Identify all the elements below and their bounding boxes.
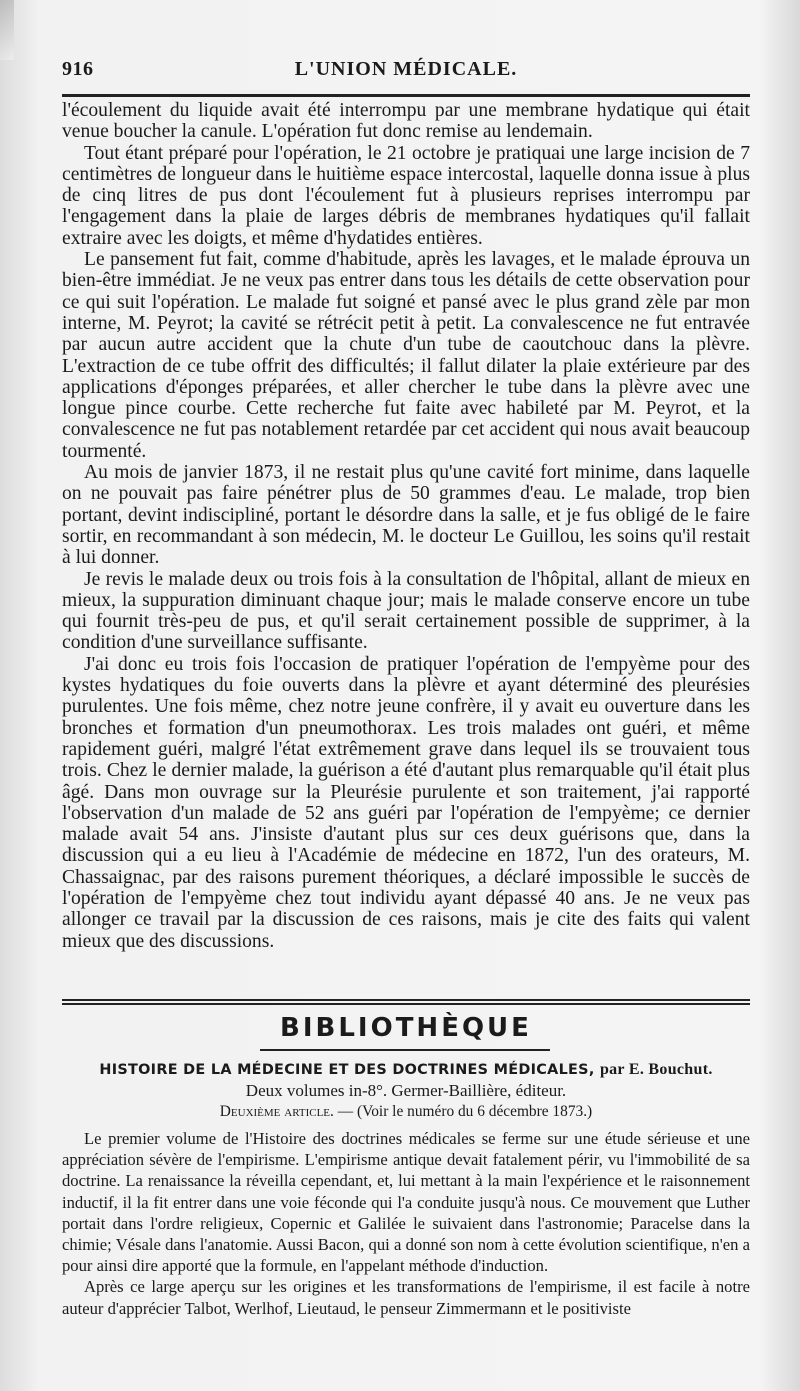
article-label: Deuxième article. xyxy=(219,1103,334,1120)
paragraph: Après ce large aperçu sur les origines et les transformations de l'empirisme, il est facile à notre auteur d'apprécier Talbot, Werlhof, Lieutaud, le penseur Zimmermann et le positiviste xyxy=(62,1277,750,1318)
review-title-line xyxy=(62,1060,750,1080)
paragraph: Au mois de janvier 1873, il ne restait plus qu'une cavité fort minime, dans laquelle on ne pouvait pas faire pénétrer plus de 50 grammes d'eau. Le malade, trop bien portant, devint indiscipliné, portant le désordre dans la salle, et je fus obligé de le faire sortir, en recommandant à son médecin, M. le docteur Le Guillou, les soins qu'il restait à lui donner. xyxy=(62,462,750,569)
review-title: HISTOIRE DE LA MÉDECINE ET DES DOCTRINES MÉDICALES, xyxy=(99,1062,595,1078)
page-header xyxy=(62,56,750,90)
section-divider xyxy=(62,999,750,1001)
review-subtitle: Deux volumes in-8°. Germer-Baillière, éditeur. xyxy=(245,1081,567,1100)
page-number: 916 xyxy=(62,58,94,80)
paragraph: J'ai donc eu trois fois l'occasion de pratiquer l'opération de l'empyème pour des kystes hydatiques du foie ouverts dans la plèvre et ayant déterminé des pleurésies purulentes. Une fois même, chez notre jeune confrère, il y avait eu ouverture dans les bronches et formation d'un pneumothorax. Les trois malades ont guéri, et même rapidement guéri, malgré l'état extrêmement grave dans lequel ils se trouvaient tous trois. Chez le dernier malade, la guérison a été d'autant plus remarquable qu'il était plus âgé. Dans mon ouvrage sur la Pleurésie purulente et son traitement, j'ai rapporté l'observation d'un malade de 52 ans guéri par l'opération de l'empyème; ce dernier malade avait 54 ans. J'insiste d'autant plus sur ces deux guérisons que, dans la discussion qui a eu lieu à l'Académie de médecine en 1872, l'un des orateurs, M. Chassaignac, par des raisons purement théoriques, a déclaré impossible le succès de l'opération de l'empyème chez tout individu ayant dépassé 40 ans. Je ne veux pas allonger ce travail par la discussion de ces raisons, mais je cite des faits qui valent mieux que des discussions. xyxy=(62,653,750,952)
review-article-line xyxy=(62,1102,750,1122)
paragraph: l'écoulement du liquide avait été interrompu par une membrane hydatique qui était venue boucher la canule. L'opération fut donc remise au lendemain. xyxy=(62,100,750,143)
paragraph: Le pansement fut fait, comme d'habitude, après les lavages, et le malade éprouva un bien-être immédiat. Je ne veux pas entrer dans tous les détails de cette observation pour ce qui suit l'opération. Le malade fut soigné et pansé avec le plus grand zèle par mon interne, M. Peyrot; la cavité se rétrécit petit à petit. La convalescence ne fut entravée par aucun autre accident que la chute d'un tube de caoutchouc dans la plèvre. L'extraction de ce tube offrit des difficultés; il fallut dilater la plaie extérieure par des applications d'éponges préparées, et aller chercher le tube dans la plèvre avec une longue pince courbe. Cette recherche fut faite avec habileté par M. Peyrot, et la convalescence ne fut pas notablement retardée par cet accident qui nous avait beaucoup tourmenté. xyxy=(62,249,750,462)
review-body xyxy=(62,1128,750,1319)
paragraph: Le premier volume de l'Histoire des doctrines médicales se ferme sur une étude sérieuse et une appréciation sévère de l'empirisme. L'empirisme antique devait fatalement périr, vu l'immobilité de sa doctrine. La renaissance la réveilla cependant, et, lui mettant à la main l'expérience et le raisonnement inductif, il la fit entrer dans une voie féconde qui l'a conduite jusqu'à nous. Ce mouvement que Luther portait dans l'ordre religieux, Copernic et Galilée le suivaient dans l'astronomie; Paracelse dans la chimie; Vésale dans l'anatomie. Aussi Bacon, qui a donné son nom à cette évolution scientifique, n'en a pour ainsi dire apporté que la formule, en l'appelant méthode d'induction. xyxy=(62,1129,750,1276)
section-divider xyxy=(62,1003,750,1005)
article-body xyxy=(62,100,750,952)
book-review xyxy=(62,1060,750,1319)
article-reference: — (Voir le numéro du 6 décembre 1873.) xyxy=(337,1103,593,1120)
review-author: par E. Bouchut. xyxy=(599,1061,713,1078)
paragraph: Tout étant préparé pour l'opération, le 21 octobre je pratiquai une large incision de 7 centimètres de longueur dans le huitième espace intercostal, laquelle donna issue à plus de cinq litres de pus dont l'écoulement fut à plusieurs reprises interrompu par l'engagement dans la plaie de larges débris de membranes hydatiques qu'il fallait extraire avec les doigts, et même d'hydatides entières. xyxy=(62,142,750,249)
heading-rule xyxy=(260,1049,550,1051)
section-heading: BIBLIOTHÈQUE xyxy=(280,1013,532,1043)
header-rule xyxy=(62,94,750,97)
paragraph: Je revis le malade deux ou trois fois à la consultation de l'hôpital, allant de mieux en mieux, la suppuration diminuant chaque jour; mais le malade conserve encore un tube qui fournit très-peu de pus, et qu'il serait certainement possible de supprimer, à la condition d'une surveillance suffisante. xyxy=(62,568,750,654)
page-fold-shadow xyxy=(0,0,14,60)
journal-title: L'UNION MÉDICALE. xyxy=(294,58,518,80)
